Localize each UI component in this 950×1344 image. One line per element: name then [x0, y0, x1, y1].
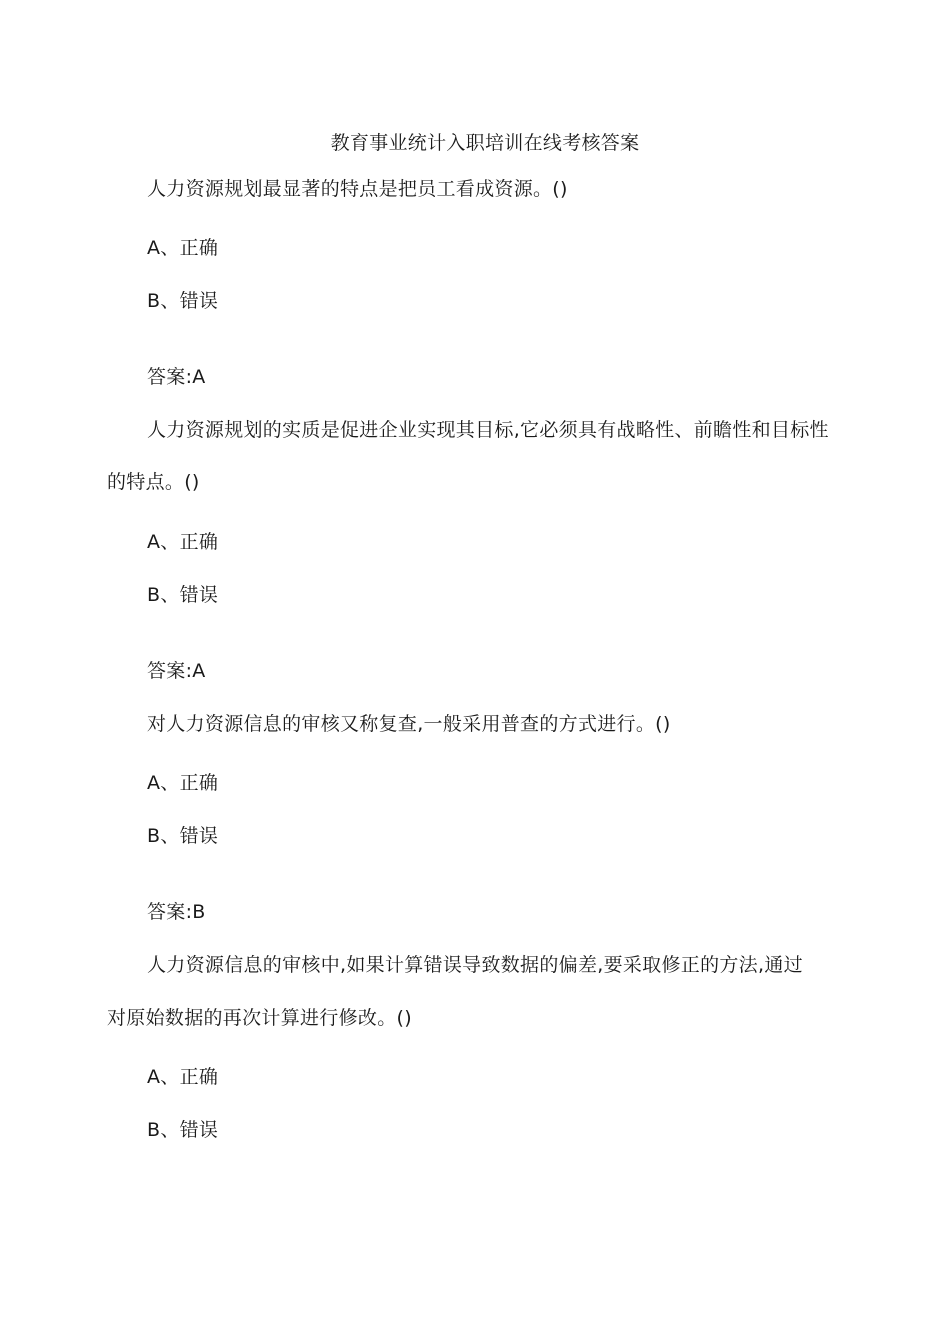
- question-4-option-a: A、正确: [147, 1066, 219, 1088]
- question-1-option-b: B、错误: [147, 290, 219, 312]
- question-4-text-line-1: 人力资源信息的审核中,如果计算错误导致数据的偏差,要采取修正的方法,通过: [147, 954, 803, 976]
- page-title: 教育事业统计入职培训在线考核答案: [330, 132, 640, 154]
- question-3-answer: 答案:B: [147, 901, 206, 923]
- question-3-option-a: A、正确: [147, 772, 219, 794]
- question-1-answer: 答案:A: [147, 366, 206, 388]
- question-2-answer: 答案:A: [147, 660, 206, 682]
- question-2-option-b: B、错误: [147, 584, 219, 606]
- question-1-option-a: A、正确: [147, 237, 219, 259]
- question-3-text: 对人力资源信息的审核又称复查,一般采用普查的方式进行。(): [147, 713, 671, 735]
- question-2-option-a: A、正确: [147, 531, 219, 553]
- question-2-text-line-2: 的特点。(): [107, 471, 200, 493]
- question-3-option-b: B、错误: [147, 825, 219, 847]
- question-2-text-line-1: 人力资源规划的实质是促进企业实现其目标,它必须具有战略性、前瞻性和目标性: [147, 419, 829, 441]
- question-1-text: 人力资源规划最显著的特点是把员工看成资源。(): [147, 178, 568, 200]
- question-4-option-b: B、错误: [147, 1119, 219, 1141]
- question-4-text-line-2: 对原始数据的再次计算进行修改。(): [107, 1007, 412, 1029]
